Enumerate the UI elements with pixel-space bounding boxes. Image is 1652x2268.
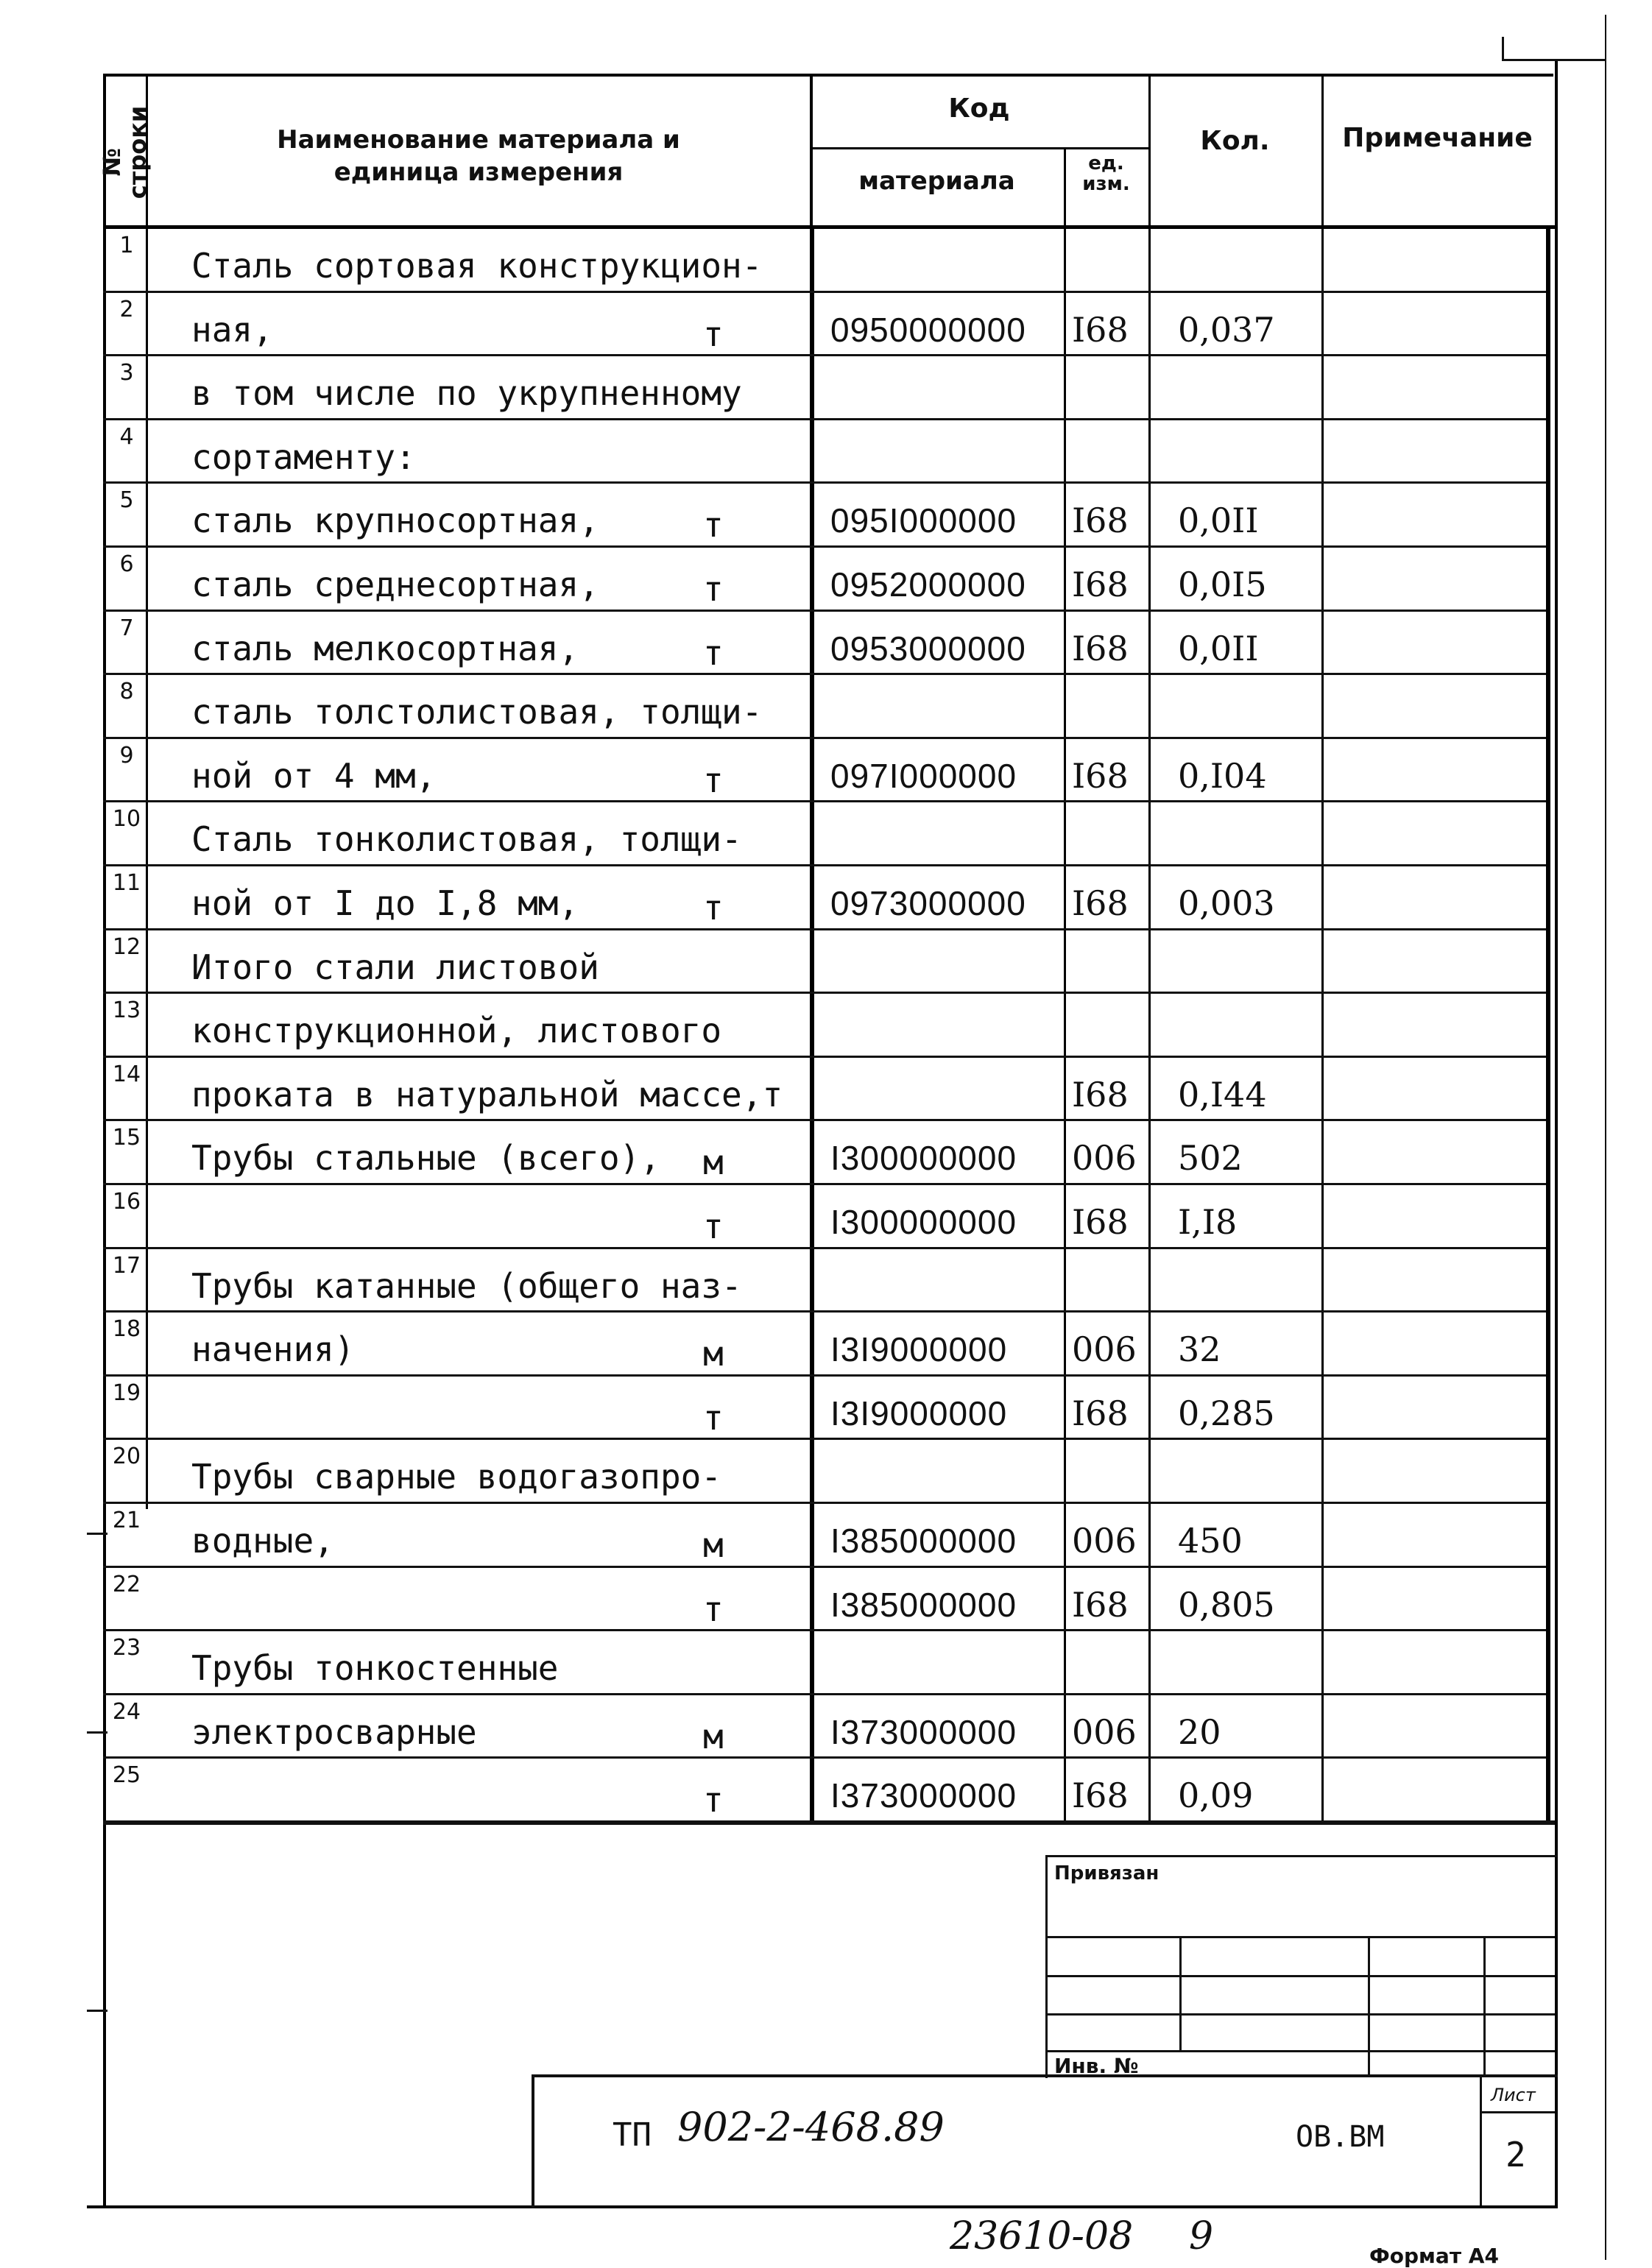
material-code: 0973000000	[830, 884, 1026, 922]
sheet-box-underline	[1480, 2111, 1555, 2113]
row-separator	[103, 1693, 1546, 1695]
row-number: 11	[112, 870, 141, 896]
row-separator	[103, 354, 1546, 356]
material-name: Трубы тонкостенные	[191, 1648, 559, 1689]
stamp-line-1	[1045, 1936, 1555, 1938]
row-number: 20	[112, 1444, 141, 1470]
row-number: 17	[112, 1252, 141, 1279]
row-separator	[103, 1629, 1546, 1631]
body-column-line	[1546, 227, 1550, 1820]
quantity: 0,003	[1178, 883, 1275, 923]
row-separator	[103, 673, 1546, 675]
doc-number: 902-2-468.89	[677, 2104, 945, 2150]
unit-code: I68	[1072, 501, 1129, 541]
row-separator	[103, 1183, 1546, 1185]
material-name: водные,	[191, 1521, 334, 1561]
doc-code: ОВ.ВМ	[1296, 2120, 1385, 2154]
row-number: 24	[112, 1698, 141, 1725]
row-number: 8	[119, 679, 134, 705]
material-code: I385000000	[830, 1522, 1017, 1560]
top-corner-line	[1502, 59, 1605, 61]
unit-code: I68	[1072, 628, 1129, 668]
material-name: сталь мелкосортная,	[191, 628, 579, 668]
row-number: 3	[119, 360, 134, 386]
body-column-line	[1064, 227, 1066, 1820]
quantity: 32	[1178, 1329, 1221, 1370]
header-quantity: Кол.	[1200, 126, 1270, 156]
row-separator	[103, 928, 1546, 930]
sheet-label: Лист	[1491, 2085, 1536, 2105]
material-code: 095I000000	[830, 501, 1017, 540]
row-separator	[103, 800, 1546, 802]
row-number: 2	[119, 296, 134, 322]
page-mark: 9	[1189, 2214, 1214, 2258]
quantity: 0,805	[1178, 1584, 1275, 1625]
unit-suffix: т	[703, 888, 724, 928]
row-separator	[103, 864, 1546, 866]
quantity: 0,I04	[1178, 755, 1267, 796]
unit-suffix: м	[703, 1142, 724, 1183]
unit-code: I68	[1072, 1393, 1129, 1433]
material-name: в том числе по укрупненному	[191, 373, 742, 414]
body-column-line	[810, 227, 814, 1820]
row-separator	[103, 1119, 1546, 1121]
frame-left-border	[103, 74, 106, 2208]
unit-code: I68	[1072, 309, 1129, 350]
unit-code: 006	[1072, 1521, 1137, 1561]
material-code: 0953000000	[830, 629, 1026, 668]
quantity: I,I8	[1178, 1202, 1238, 1242]
unit-suffix: м	[703, 1334, 724, 1374]
doc-prefix: ТП	[613, 2116, 652, 2154]
margin-tick-2	[87, 1731, 107, 1734]
material-code: I3I9000000	[830, 1393, 1008, 1432]
body-column-line	[1148, 227, 1151, 1820]
row-separator	[103, 291, 1546, 293]
unit-suffix: т	[703, 632, 724, 673]
quantity: 0,09	[1178, 1776, 1254, 1816]
unit-suffix: т	[703, 760, 724, 800]
quantity: 0,285	[1178, 1393, 1275, 1433]
material-name: электросварные	[191, 1711, 477, 1752]
material-name: начения)	[191, 1329, 355, 1370]
material-code: I300000000	[830, 1203, 1017, 1241]
material-name: ной от I до I,8 мм,	[191, 883, 579, 923]
row-number: 1	[119, 233, 134, 258]
sheet-number: 2	[1505, 2135, 1526, 2175]
stamp-vline-1	[1179, 1936, 1182, 2050]
material-code: I373000000	[830, 1712, 1017, 1751]
header-name-line1: Наименование материала и	[277, 125, 680, 155]
header-row-number: № строки	[97, 105, 152, 199]
material-name: проката в натуральной массе,т	[191, 1074, 783, 1114]
material-name: ной от 4 мм,	[191, 755, 437, 796]
unit-code: I68	[1072, 1074, 1129, 1114]
material-name: Трубы катанные (общего наз-	[191, 1265, 742, 1306]
row-separator	[103, 1247, 1546, 1249]
row-separator	[103, 1756, 1546, 1759]
material-name: сортаменту:	[191, 437, 416, 477]
quantity: 0,I44	[1178, 1074, 1267, 1114]
unit-suffix: т	[703, 1780, 724, 1820]
row-number: 10	[112, 806, 141, 833]
material-code: I373000000	[830, 1776, 1017, 1815]
header-name-line2: единица измерения	[333, 158, 624, 187]
row-number: 21	[112, 1508, 141, 1533]
row-number: 9	[119, 742, 134, 769]
stamp-line-3	[1045, 2013, 1555, 2016]
row-number: 16	[112, 1189, 141, 1215]
unit-code: 006	[1072, 1329, 1137, 1370]
header-divider-qty	[1321, 74, 1324, 228]
row-separator	[103, 1502, 1546, 1504]
quantity: 0,0I5	[1178, 565, 1267, 604]
stamp-line-4	[1045, 2050, 1555, 2052]
unit-code: I68	[1072, 755, 1129, 796]
header-divider-name	[810, 74, 813, 228]
material-name: сталь толстолистовая, толщи-	[191, 692, 763, 732]
quantity: 450	[1178, 1521, 1243, 1561]
row-number: 12	[112, 933, 141, 960]
row-separator	[103, 481, 1546, 484]
header-unit-line2: изм.	[1082, 173, 1130, 195]
format-label: Формат А4	[1369, 2244, 1499, 2268]
material-name: Итого стали листовой	[191, 947, 599, 987]
unit-code: I68	[1072, 565, 1129, 604]
material-name: сталь среднесортная,	[191, 565, 599, 604]
unit-code: I68	[1072, 1202, 1129, 1242]
material-code: 097I000000	[830, 756, 1017, 795]
row-number: 18	[112, 1316, 141, 1343]
row-separator	[103, 737, 1546, 739]
row-number: 13	[112, 997, 141, 1024]
material-code: I385000000	[830, 1585, 1017, 1624]
margin-tick-1	[87, 1533, 107, 1535]
row-number: 5	[119, 487, 134, 514]
stamp-inv-label: Инв. №	[1054, 2054, 1139, 2078]
material-code: 0950000000	[830, 310, 1026, 349]
quantity: 0,037	[1178, 309, 1275, 350]
unit-suffix: м	[703, 1525, 724, 1565]
header-divider-unit	[1148, 74, 1151, 228]
row-separator	[103, 1820, 1555, 1825]
material-name: Трубы стальные (всего),	[191, 1138, 660, 1179]
row-separator	[103, 610, 1546, 612]
unit-suffix: т	[703, 1207, 724, 1246]
header-material: материала	[858, 166, 1015, 196]
row-separator	[103, 1438, 1546, 1440]
row-separator	[103, 1374, 1546, 1377]
header-bottom-line	[103, 225, 1555, 229]
header-code: Код	[948, 93, 1010, 124]
unit-code: I68	[1072, 883, 1129, 923]
row-number: 6	[119, 551, 134, 577]
top-corner-tick	[1502, 37, 1504, 59]
row-number: 23	[112, 1635, 141, 1661]
header-divider-rownum	[146, 74, 148, 1509]
quantity: 502	[1178, 1138, 1243, 1179]
unit-code: I68	[1072, 1776, 1129, 1816]
material-name: Сталь тонколистовая, толщи-	[191, 819, 742, 860]
header-code-underline	[810, 147, 1148, 149]
stamp-attached-label: Привязан	[1054, 1862, 1159, 1884]
material-code: 0952000000	[830, 565, 1026, 604]
material-name: ная,	[191, 309, 273, 350]
header-unit-line1: ед.	[1088, 152, 1124, 174]
row-number: 4	[119, 423, 134, 450]
sheet-edge-line	[1605, 15, 1606, 2260]
unit-suffix: т	[703, 505, 724, 545]
row-separator	[103, 1056, 1546, 1058]
row-number: 15	[112, 1125, 141, 1151]
row-separator	[103, 1566, 1546, 1568]
unit-code: 006	[1072, 1711, 1137, 1752]
quantity: 0,0II	[1178, 501, 1259, 541]
row-number: 22	[112, 1571, 141, 1597]
row-separator	[103, 418, 1546, 420]
material-code: I300000000	[830, 1139, 1017, 1178]
material-name: Трубы сварные водогазопро-	[191, 1457, 722, 1497]
row-separator	[103, 1310, 1546, 1313]
row-number: 25	[112, 1762, 141, 1789]
frame-top-border	[103, 74, 1553, 77]
quantity: 0,0II	[1178, 628, 1259, 668]
header-note: Примечание	[1342, 123, 1533, 153]
archive-number: 23610-08	[950, 2214, 1134, 2258]
stamp-vline-3	[1483, 1936, 1486, 2076]
header-divider-code	[1064, 147, 1066, 228]
stamp-attached-box	[1045, 1855, 1557, 2078]
body-column-line	[1321, 227, 1324, 1820]
unit-code: 006	[1072, 1138, 1137, 1179]
row-separator	[103, 992, 1546, 994]
stamp-line-2	[1045, 1975, 1555, 1977]
row-number: 19	[112, 1379, 141, 1406]
quantity: 20	[1178, 1711, 1221, 1752]
margin-tick-3	[87, 2010, 107, 2012]
sheet-box-divider	[1480, 2074, 1482, 2205]
unit-suffix: т	[703, 314, 724, 354]
unit-suffix: т	[703, 1397, 724, 1438]
unit-code: I68	[1072, 1584, 1129, 1625]
material-name: Сталь сортовая конструкцион-	[191, 246, 763, 286]
unit-suffix: м	[703, 1716, 724, 1756]
row-number: 14	[112, 1061, 141, 1087]
material-name: сталь крупносортная,	[191, 501, 599, 541]
unit-suffix: т	[703, 1589, 724, 1629]
row-separator	[103, 545, 1546, 548]
unit-suffix: т	[703, 569, 724, 609]
material-code: I3I9000000	[830, 1330, 1008, 1369]
material-name: конструкционной, листового	[191, 1011, 722, 1051]
row-number: 7	[119, 615, 134, 641]
stamp-vline-2	[1368, 1936, 1370, 2076]
